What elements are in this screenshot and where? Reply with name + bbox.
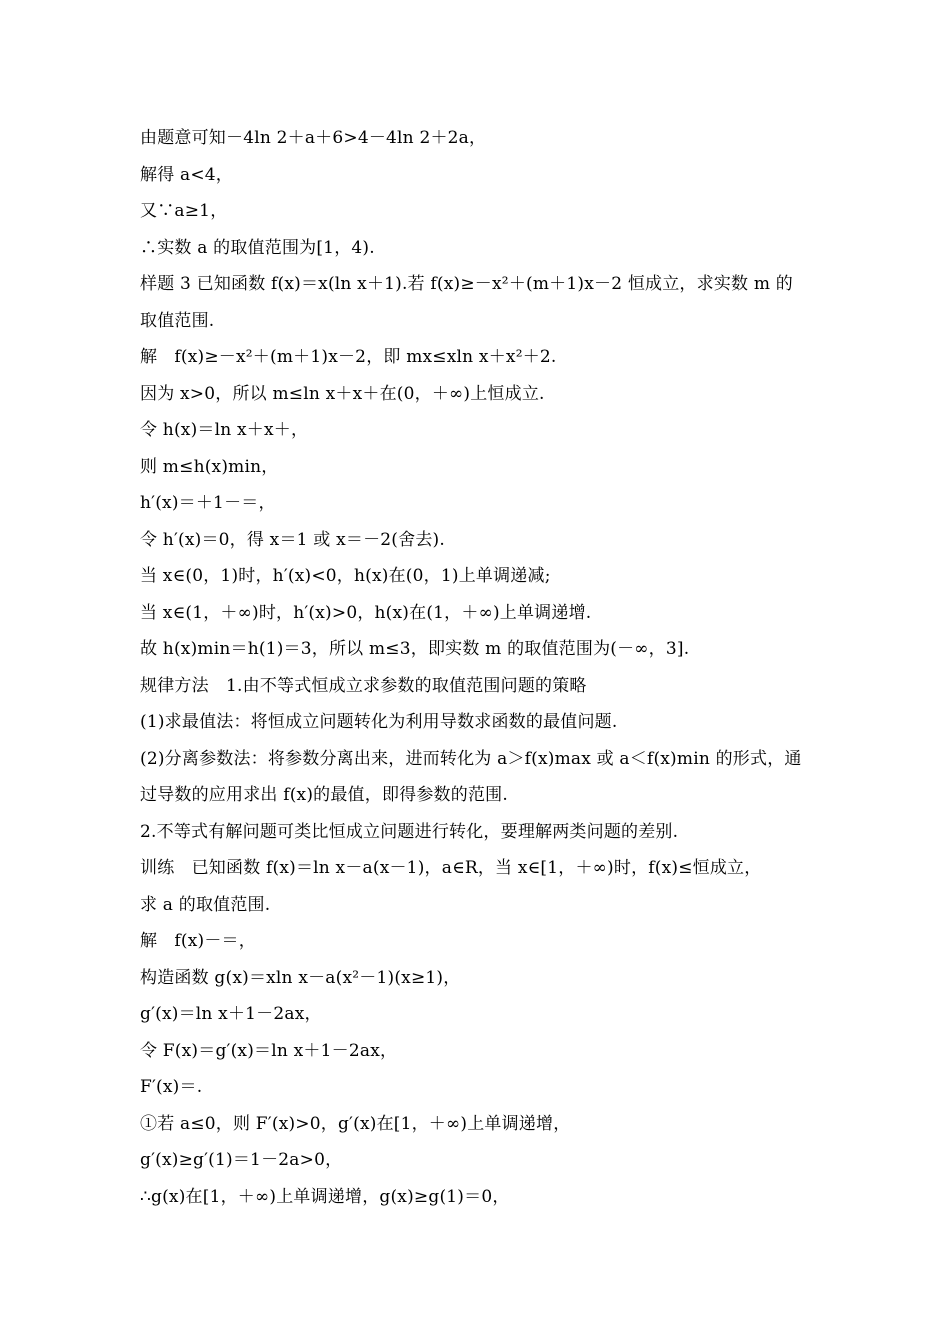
text-line: ∴g(x)在[1，＋∞)上单调递增，g(x)≥g(1)＝0， xyxy=(140,1187,510,1207)
solution-line: 解 f(x)－＝， xyxy=(140,931,256,951)
text-line: 因为 x>0，所以 m≤ln x＋x＋在(0，＋∞)上恒成立. xyxy=(140,384,545,404)
text-line: h′(x)＝＋1－＝， xyxy=(140,493,276,513)
text-line: F′(x)＝. xyxy=(140,1077,203,1097)
text-line: 令 h′(x)＝0，得 x＝1 或 x＝－2(舍去). xyxy=(140,530,445,550)
text-line: 令 h(x)＝ln x＋x＋， xyxy=(140,420,309,440)
text-line: 解得 a<4， xyxy=(140,165,233,185)
method-heading: 规律方法 1.由不等式恒成立求参数的取值范围问题的策略 xyxy=(140,676,587,696)
text-line: g′(x)≥g′(1)＝1－2a>0， xyxy=(140,1150,343,1170)
text-line: 2.不等式有解问题可类比恒成立问题进行转化，要理解两类问题的差别. xyxy=(140,822,679,842)
text-line: (1)求最值法：将恒成立问题转化为利用导数求函数的最值问题. xyxy=(140,712,618,732)
example-3-heading: 样题 3 已知函数 f(x)＝x(ln x＋1).若 f(x)≥－x²＋(m＋1)x－2 恒成立，求实数 m 的 xyxy=(140,274,793,294)
text-line: ∴实数 a 的取值范围为[1，4). xyxy=(140,238,375,258)
text-line: 当 x∈(0，1)时，h′(x)<0，h(x)在(0，1)上单调递减; xyxy=(140,566,551,586)
text-line: 令 F(x)＝g′(x)＝ln x＋1－2ax， xyxy=(140,1041,398,1061)
text-line: 求 a 的取值范围. xyxy=(140,895,271,915)
text-line: 构造函数 g(x)＝xln x－a(x²－1)(x≥1)， xyxy=(140,968,461,988)
text-line: 由题意可知－4ln 2＋a＋6>4－4ln 2＋2a， xyxy=(140,128,487,148)
text-line: 则 m≤h(x)min， xyxy=(140,457,279,477)
text-line: 当 x∈(1，＋∞)时，h′(x)>0，h(x)在(1，＋∞)上单调递增. xyxy=(140,603,592,623)
text-line: 取值范围. xyxy=(140,311,215,331)
text-line: ①若 a≤0，则 F′(x)>0，g′(x)在[1，＋∞)上单调递增， xyxy=(140,1114,571,1134)
text-line: g′(x)＝ln x＋1－2ax， xyxy=(140,1004,322,1024)
text-line: 又∵a≥1， xyxy=(140,201,228,221)
exercise-heading: 训练 已知函数 f(x)＝ln x－a(x－1)，a∈R，当 x∈[1，＋∞)时，f(x)≤恒成立， xyxy=(140,858,762,878)
text-line: (2)分离参数法：将参数分离出来，进而转化为 a＞f(x)max 或 a＜f(x)min 的形式，通 xyxy=(140,749,802,769)
text-line: 过导数的应用求出 f(x)的最值，即得参数的范围. xyxy=(140,785,508,805)
solution-line: 解 f(x)≥－x²＋(m＋1)x－2，即 mx≤xln x＋x²＋2. xyxy=(140,347,557,367)
text-line: 故 h(x)min＝h(1)＝3，所以 m≤3，即实数 m 的取值范围为(－∞，3]. xyxy=(140,639,690,659)
